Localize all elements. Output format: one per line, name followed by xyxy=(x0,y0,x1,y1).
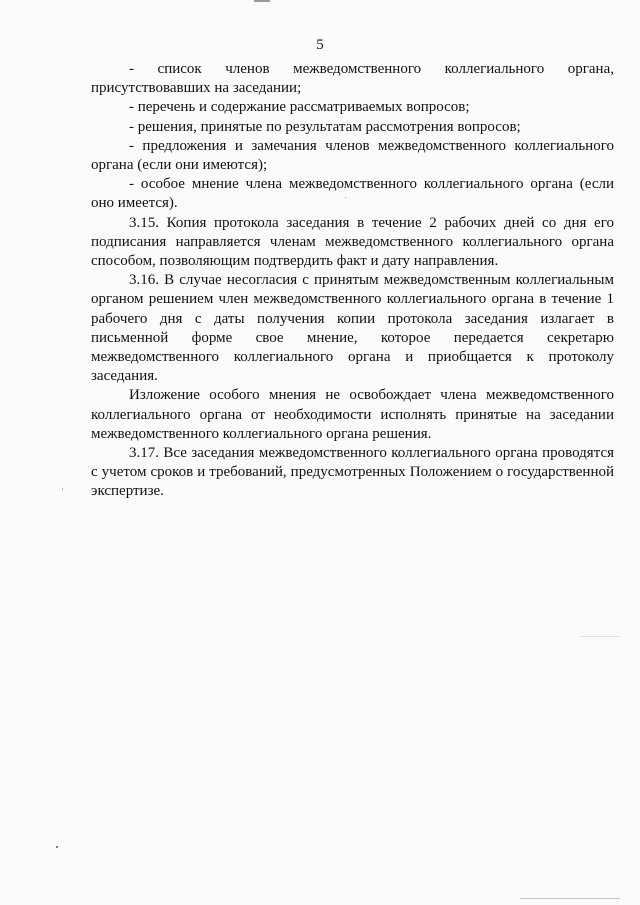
scan-artifact-line xyxy=(580,636,620,637)
scan-artifact-line xyxy=(520,898,620,899)
clause-3-15: 3.15. Копия протокола заседания в течение 2 рабочих дней со дня его подписания направляется членам межведомственного коллегиального органа способом, позволяющим подтвердить факт и дату направления. xyxy=(91,214,614,270)
scan-speck xyxy=(62,488,63,490)
list-item-decisions: - решения, принятые по результатам рассмотрения вопросов; xyxy=(129,118,521,135)
clause-3-17: 3.17. Все заседания межведомственного коллегиального органа проводятся с учетом сроков и требований, предусмотренных Положением о государственной экспертизе. xyxy=(91,445,614,500)
scan-artifact xyxy=(254,0,270,2)
clause-3-16-note: Изложение особого мнения не освобождает члена межведомственного коллегиального органа от необходимости исполнять принятые на заседании межведомственного коллегиального органа решения. xyxy=(91,387,614,442)
list-item-opinion: - особое мнение члена межведомственного коллегиального органа (если оно имеется). xyxy=(91,176,614,212)
scan-speck xyxy=(56,846,58,848)
list-item-questions: - перечень и содержание рассматриваемых вопросов; xyxy=(129,99,470,116)
list-item-proposals: - предложения и замечания членов межведомственного коллегиального органа (если они имеются); xyxy=(91,137,614,174)
page-number: 5 xyxy=(316,37,324,53)
list-item-members: - список членов межведомственного коллегиального органа, присутствовавших на заседании; xyxy=(91,61,614,97)
scan-speck xyxy=(345,197,346,198)
clause-3-16: 3.16. В случае несогласия с принятым межведомственным коллегиальным органом решением член межведомственного коллегиального органа в течение 1 рабочего дня с даты получения копии протокола заседания излагает в письменной форме свое мнение, которое передается секретарю межведомственного коллегиального органа и приобщается к протоколу заседания. xyxy=(91,272,614,385)
document-body xyxy=(91,60,614,502)
